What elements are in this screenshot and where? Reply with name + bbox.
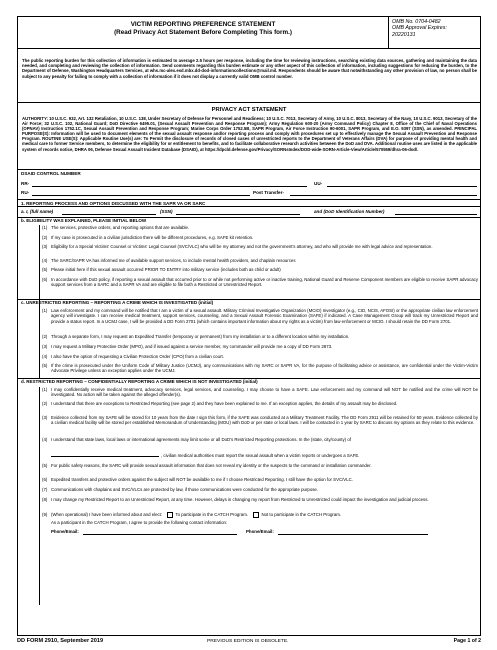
eligibility-item-3 <box>42 244 478 255</box>
section-b-label: b. ELIGIBILITY WAS EXPLAINED, PLEASE INITIAL BELOW <box>21 218 147 223</box>
item-text: I understand that state laws, local laws or international agreements may limit some or all DoD's Restricted Reporting protections. In the (state, city/county) of <box>51 437 351 442</box>
item-number: (2) <box>42 401 48 406</box>
item-text: Communications with chaplains and SVC/VLCs are protected by law, if those communications were conducted for the appropriate purpose. <box>51 487 319 492</box>
phone-email-label-1: Phone/Email: <box>51 529 79 534</box>
divider <box>18 169 480 170</box>
uu-label: UU- <box>314 181 323 186</box>
restricted-item-9 <box>42 512 478 518</box>
divider <box>18 102 480 103</box>
ssn-label: (SSN) <box>160 209 173 214</box>
unrestricted-item-4 <box>42 354 478 360</box>
item-number: (1) <box>42 387 48 392</box>
form-frame <box>17 16 481 636</box>
item-number: (9) <box>42 512 48 517</box>
omb-box <box>388 17 480 48</box>
item-number: (6) <box>42 277 48 282</box>
dsaid-title: DSAID CONTROL NUMBER <box>21 171 81 176</box>
post-transfer-input[interactable] <box>290 195 477 196</box>
item-number: (1) <box>42 225 48 230</box>
initials-column-d[interactable] <box>18 387 40 605</box>
unrestricted-item-5 <box>42 363 478 374</box>
rr-input[interactable] <box>32 186 307 187</box>
item-number: (8) <box>42 497 48 502</box>
item-text: The services, protective orders, and reporting options that are available. <box>51 225 190 230</box>
post-transfer-label: Post Transfer- <box>253 190 284 195</box>
state-city-input[interactable] <box>51 456 159 457</box>
restricted-item-4 <box>42 437 478 453</box>
ru-label: RU- <box>21 190 30 195</box>
item-text: I may change my Restricted Report to an Unrestricted Report, at any time. However, delays in changing my report from Restricted to Unrestricted could impact the investigation and judicial process. <box>51 497 429 502</box>
restricted-item-1 <box>42 387 478 398</box>
form-number: DD FORM 2910, September 2019 <box>17 638 104 644</box>
form-title <box>18 21 388 36</box>
restricted-item-2 <box>42 401 478 412</box>
ssn-input[interactable] <box>176 214 300 215</box>
item-number: (5) <box>42 463 48 468</box>
item-text: , civilian medical authorities must report the sexual assault when a victim reports or undergoes a SAFE. <box>161 453 360 458</box>
item-text: If the crime is prosecuted under the Uniform Code of Military Justice (UCMJ), any communications with my SARC or SAPR VA, for the purpose of facilitating advice or assistance, are confidential under the Victim-Victim Advocate Privilege unless an exception applies under the UCMJ. <box>51 363 478 374</box>
item-number: (2) <box>42 235 48 240</box>
item-text: For public safety reasons, the SARC will provide sexual assault information that does not reveal my identity or the suspects to the command or installation commander. <box>51 463 372 468</box>
rr-label: RR- <box>21 181 30 186</box>
previous-edition-note: PREVIOUS EDITION IS OBSOLETE. <box>207 639 289 644</box>
eligibility-item-1 <box>42 225 478 231</box>
item-number: (3) <box>42 244 48 249</box>
phone-email-label-2: Phone/Email: <box>246 529 274 534</box>
item-text: Expedited transfers and protective orders against the subject will NOT be available to me if I choose Restricted Reporting. I still have the option for SVC/VLC. <box>51 477 353 482</box>
section-1-header: 1. REPORTING PROCESS AND OPTIONS DISCUSSED WITH THE SAPR VA OR SARC <box>18 199 480 207</box>
omb-number: OMB No. 0704-0482 <box>392 19 441 25</box>
phone-email-input-1[interactable] <box>83 534 237 535</box>
item-number: (7) <box>42 487 48 492</box>
ru-input[interactable] <box>32 195 250 196</box>
eligibility-item-5 <box>42 267 478 273</box>
unrestricted-item-3 <box>42 344 478 350</box>
item-text: Law enforcement and my command will be notified that I am a victim of a sexual assault. Military Criminal Investigative Organization (MCIO) Investigator (e.g., CID, NCIS, AFOSI) or the appropriate civilian law enforcement agency will investigate. I can receive medical treatment, support services, counseling, and a Sexual Assault Forensic Examination (SAFE) if indicated. A Case Management Group will track my Unrestricted Report and provide a status report. In a UCMJ case, I will be provided a DD Form 2701 (which contains important information about my rights as a victim) from law enforcement or MCIO. I should retain the DD Form 2701. <box>51 308 478 324</box>
item-number: (2) <box>42 334 48 339</box>
item-text: I may request a Military Protective Order (MPO), and if issued against a service member, my commander will provide me a copy of DD Form 2873. <box>51 344 333 349</box>
omb-expires-date: 20220131 <box>392 31 416 38</box>
full-name-label: a. I, (full name) <box>21 209 54 214</box>
restricted-item-8 <box>42 497 478 508</box>
omb-expires-label: OMB Approval Expires: <box>392 25 447 32</box>
item-text: Eligibility for a Special Victims' Counsel or Victims' Legal Counsel (SVC/VLC) who will be my attorney and not the government's attorney, and who will provide me with legal advice and representation. <box>51 244 433 249</box>
privacy-title: PRIVACY ACT STATEMENT <box>211 107 287 113</box>
item-9-line <box>51 512 341 518</box>
item-text: I understand that there are exceptions to Restricted Reporting (see page 2) and they have been explained to me. If an exception applies, the details of my assault may be disclosed. <box>51 401 398 406</box>
item-number: (4) <box>42 354 48 359</box>
catch-decline-label: Not to participate in the CATCH Program. <box>261 512 342 518</box>
item-number: (4) <box>42 437 48 442</box>
catch-contact-intro: As a participant in the CATCH Program, I agree to provide the following contact information: <box>51 520 228 525</box>
item-text: I also have the option of requesting a Civilian Protection Order (CPO) from a civilian court. <box>51 354 224 359</box>
restricted-item-6 <box>42 477 478 483</box>
full-name-input[interactable] <box>62 214 156 215</box>
initials-column-b[interactable] <box>18 225 40 357</box>
form-title-line1: VICTIM REPORTING PREFERENCE STATEMENT <box>130 21 276 28</box>
catch-decline-checkbox[interactable] <box>253 512 259 518</box>
page-number: Page 1 of 2 <box>453 638 481 644</box>
restricted-item-7 <box>42 487 478 493</box>
burden-statement: The public reporting burden for this collection of information is estimated to average 2.5 hours per response, including the time for reviewing instructions, searching existing data sources, gathering and maintaining the data needed, and completing and reviewing the collection of information. Send comments regarding this burden estimate or any other aspect of this collection of information, including suggestions for reducing the burden, to the Department of Defense, Washington Headquarters Services, at whs.mc-alex.esd.mbx.dd-dod-informationcollections@mail.mil. Respondents should be aware that notwithstanding any other provision of law, no person shall be subject to any penalty for failing to comply with a collection of information if it does not display a currently valid OMB control number. <box>22 58 477 79</box>
item-number: (3) <box>42 415 48 420</box>
form-title-line2: (Read Privacy Act Statement Before Completing This form.) <box>114 28 292 36</box>
item-text: I may confidentially receive medical treatment, advocacy services, legal services, and counseling. I may choose to have a SAFE. Law enforcement and my command will NOT be notified and the crime will NOT be investigated. No action will be taken against the alleged offender(s). <box>51 387 478 398</box>
catch-participate-checkbox[interactable] <box>167 512 173 518</box>
form-footer <box>17 638 481 648</box>
item-text: Through a separate form, I may request an Expedited Transfer (temporary or permanent) from my installation or to a different location within my installation. <box>51 334 350 339</box>
dodid-label: and (DoD Identification Number) <box>314 209 385 214</box>
item-text: In accordance with DoD policy, if reporting a sexual assault that occurred prior to or while not performing active or inactive training, National Guard and Reserve Component members are eligible to receive SAPR advocacy support services from a SARC and a SAPR VA and are eligible to file both a Restricted or Unrestricted Report. <box>51 277 478 288</box>
catch-participate-label: To participate in the CATCH Program. <box>175 512 249 518</box>
item-number: (5) <box>42 267 48 272</box>
eligibility-item-4 <box>42 258 478 264</box>
unrestricted-item-1 <box>42 308 478 330</box>
privacy-statement: AUTHORITY: 10 U.S.C. 932, Art. 132 Retaliation, 10 U.S.C. 138, Under Secretary of Defense for Personnel and Readiness; 10 U.S.C. 7013, Secretary of Army, 10 U.S.C. 8013, Secretary of the Navy, 10 U.S.C. 9013, Secretary of the Air Force; 32 U.S.C. 102, National Guard; DoD Directive 6495.01, (Sexual Assault Prevention and Response Program); Army Regulation 600-20 (Army Command Policy) Chapter 8, Office of the Chief of Naval Operations (OPNAV) Instruction 1752.1C, Sexual Assault Prevention and Response Program; Marine Corps Order 1752.5B, SAPR Program, Air Force Instruction 90-6001, SAPR Program, and E.O. 9397 (SSN), as amended. PRINCIPAL PURPOSE(S): Information will be used to document elements of the sexual assault response and/or reporting process and comply with procedures set up to effectively manage the Sexual Assault Prevention and Response Program. ROUTINE USE(S): Applicable Routine Use(s) are: To Permit the disclosure of records of closed cases of unrestricted reports to the Department of Veterans Affairs (DVA) for purpose of providing mental health and medical care to former Service members, to determine the eligibility for or entitlement to benefits, and to facilitate collaborative research activities between the DoD and DVA. Additional routine uses are listed in the applicable system of records notice, DHRA 06, Defense Sexual Assault Incident Database (DSAID), at https://dpcld.defense.gov/Privacy/SORNsIndex/DOD-wide-SORN-Article-View/Article/570559/dhra-06-dod/. <box>22 116 477 152</box>
phone-email-input-2[interactable] <box>278 534 428 535</box>
item-number: (3) <box>42 344 48 349</box>
uu-input[interactable] <box>327 186 477 187</box>
section-c-label: c. UNRESTRICTED REPORTING – REPORTING A CRIME WHICH IS INVESTIGATED (initial) <box>21 300 214 305</box>
item-text: If my case is prosecuted in a civilian jurisdiction there will be different procedures, e.g. SAFE kit retention. <box>51 235 254 240</box>
unrestricted-item-2 <box>42 334 478 340</box>
eligibility-item-6 <box>42 277 478 293</box>
item-text: Please initial here if this sexual assault occurred PRIOR TO ENTRY into military service (includes both as child or adult) <box>51 267 281 272</box>
item-number: (6) <box>42 477 48 482</box>
item-text: Evidence collected from my SAFE will be stored for 10 years from the date I sign this form, if the SAFE was conducted at a Military Treatment Facility. The DD Form 2911 will be retained for 50 years. Evidence collected by a civilian medical facility will be stored per established Memorandum of Understanding (MOU) with DoD or per state or local laws. I will be contacted in 1 year by SARC to discuss my options as they relate to this evidence. <box>51 415 478 426</box>
restricted-item-4-cont <box>161 453 478 459</box>
eligibility-item-2 <box>42 235 478 241</box>
item-text: The SARC/SAPR VA has informed me of available support services, to include mental health providers, and chaplain resources <box>51 258 296 263</box>
restricted-item-3 <box>42 415 478 432</box>
dodid-input[interactable] <box>395 214 477 215</box>
section-d-label: d. RESTRICTED REPORTING – CONFIDENTIALLY REPORTING A CRIME WHICH IS NOT INVESTIGATED (initial) <box>21 379 258 384</box>
item-number: (1) <box>42 308 48 313</box>
item-text: (When operational) I have been informed about and elect: <box>51 512 163 518</box>
item-number: (4) <box>42 258 48 263</box>
restricted-item-5 <box>42 463 478 474</box>
initials-column-c[interactable] <box>18 357 40 379</box>
item-number: (5) <box>42 363 48 368</box>
form-header <box>18 17 480 49</box>
